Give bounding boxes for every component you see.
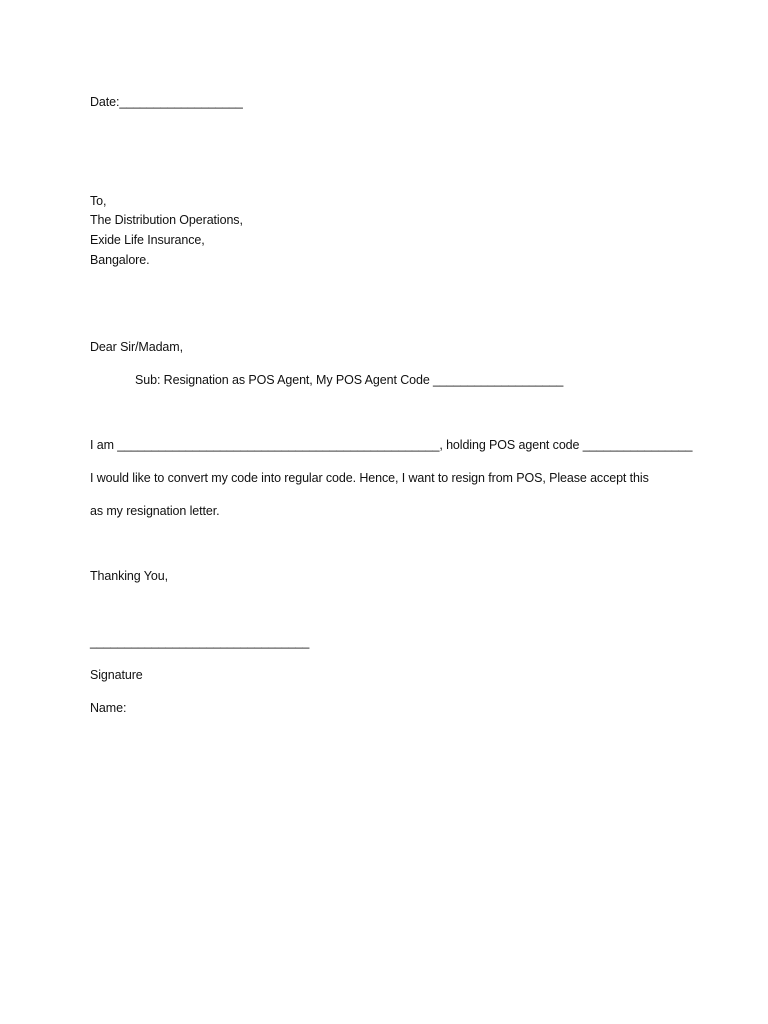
address-line-3: Bangalore. [90, 253, 150, 267]
body-line-2: I would like to convert my code into regular code. Hence, I want to resign from POS, Please accept this [90, 471, 649, 485]
subject-line: Sub: Resignation as POS Agent, My POS Agent Code ___________________ [135, 373, 564, 387]
signature-blank: ________________________________ [90, 635, 310, 649]
address-line-1: The Distribution Operations, [90, 213, 243, 227]
salutation: Dear Sir/Madam, [90, 340, 183, 354]
body-line-1: I am _______________________________________________, holding POS agent code ________________ [90, 438, 693, 452]
date-line: Date:__________________ [90, 95, 243, 109]
signature-label: Signature [90, 668, 143, 682]
body-line-3: as my resignation letter. [90, 504, 220, 518]
address-to: To, [90, 194, 107, 208]
closing: Thanking You, [90, 569, 168, 583]
name-label: Name: [90, 701, 127, 715]
address-line-2: Exide Life Insurance, [90, 233, 205, 247]
